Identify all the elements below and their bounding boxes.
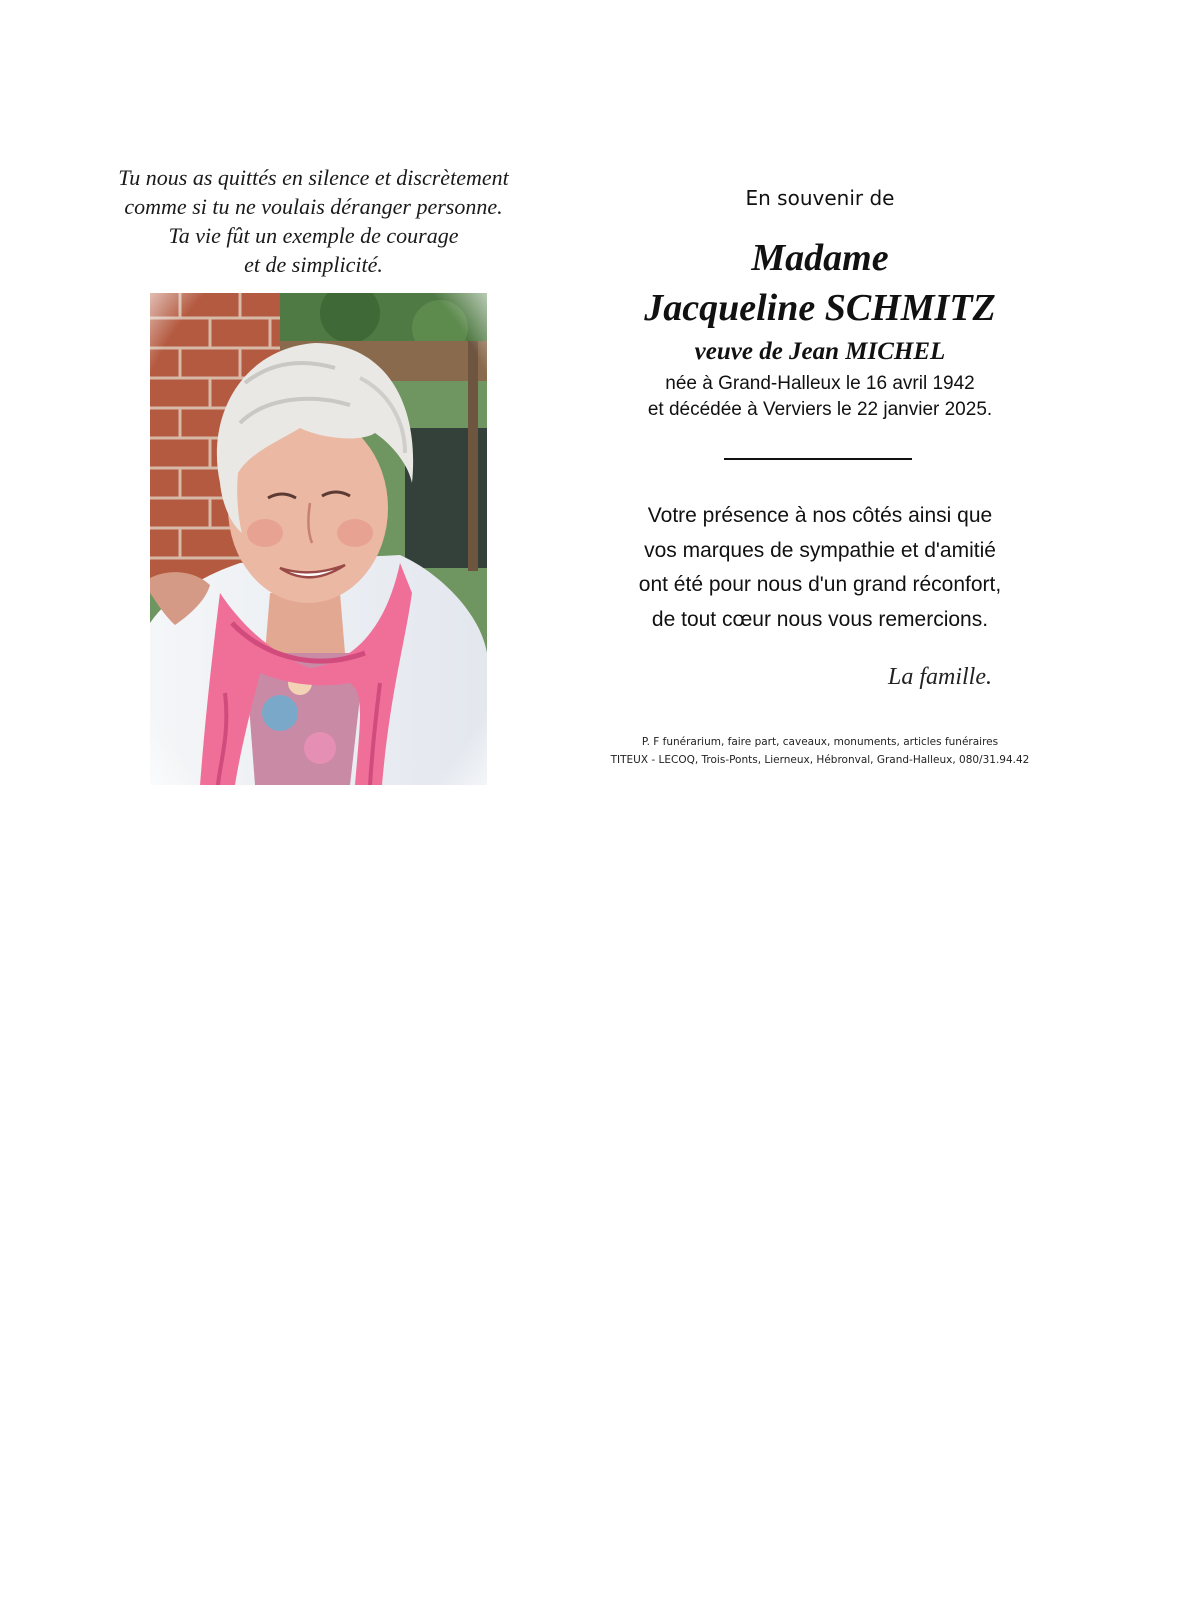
thanks-line: de tout cœur nous vous remercions.	[651, 607, 989, 631]
poem-line: comme si tu ne voulais déranger personne.	[124, 194, 503, 219]
widow-line: veuve de Jean MICHEL	[694, 338, 946, 365]
poem-line: Ta vie fût un exemple de courage	[168, 223, 459, 248]
poem-line: et de simplicité.	[244, 252, 383, 277]
footer-line-1: P. F funérarium, faire part, caveaux, monuments, articles funéraires	[641, 736, 999, 748]
poem	[90, 163, 537, 279]
family-signature: La famille.	[887, 664, 992, 690]
death-line: et décédée à Verviers le 22 janvier 2025.	[647, 399, 993, 420]
portrait-photo	[150, 293, 487, 785]
footer-line-2: TITEUX - LECOQ, Trois-Ponts, Lierneux, Hébronval, Grand-Halleux, 080/31.94.42	[610, 754, 1030, 766]
divider-line	[724, 458, 912, 460]
deceased-name: Jacqueline SCHMITZ	[644, 287, 996, 329]
thanks-line: vos marques de sympathie et d'amitié	[644, 538, 996, 562]
birth-line: née à Grand-Halleux le 16 avril 1942	[665, 373, 975, 394]
portrait-illustration	[150, 293, 487, 785]
life-dates	[600, 371, 1040, 423]
thanks-message	[600, 499, 1040, 637]
thanks-line: ont été pour nous d'un grand réconfort,	[638, 573, 1002, 596]
intro-text: En souvenir de	[745, 186, 895, 210]
funeral-home-footer	[590, 733, 1050, 769]
honorific-title: Madame	[751, 237, 889, 279]
thanks-line: Votre présence à nos côtés ainsi que	[647, 504, 993, 527]
poem-line: Tu nous as quittés en silence et discrètement	[118, 165, 509, 190]
